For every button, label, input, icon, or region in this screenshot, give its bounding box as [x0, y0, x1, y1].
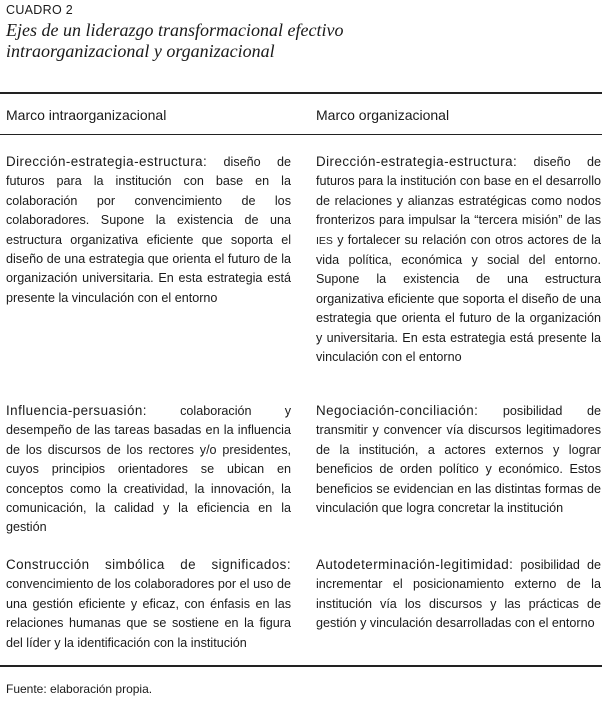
- table-cell-row2-right: [316, 401, 601, 518]
- table-cell-row3-left: [6, 555, 291, 653]
- table-bottom-rule: [0, 665, 602, 667]
- cell-term: Dirección-estrategia-estructura:: [6, 154, 208, 169]
- source-note: [6, 682, 152, 696]
- cell-term: Influencia-persuasión:: [6, 403, 147, 418]
- cell-text: diseño de futuros para la institución con base en el desarrollo de relaciones y alianzas estratégicas como nodos fronterizos para impulsar la “tercera misión” de las: [316, 155, 601, 228]
- cell-term: Dirección-estrategia-estructura:: [316, 154, 518, 169]
- source-text: elaboración propia.: [46, 682, 153, 696]
- cell-text: colaboración y desempeño de las tareas basadas en la influencia de los discursos de los rectores y/o presidentes, cuyos principios orientadores se ubican en conceptos como la creatividad, la innovación, la comunicación, la calidad y la eficiencia en la gestión: [6, 404, 291, 535]
- cell-term: Autodeterminación-legitimidad:: [316, 557, 514, 572]
- cell-text: posibilidad de incrementar el posicionamiento externo de la institución vía los discursos y las prácticas de gestión y vinculación desarrolladas con el entorno: [316, 558, 601, 631]
- table-top-rule: [0, 92, 602, 94]
- table-cell-row1-left: [6, 152, 291, 308]
- cell-text: diseño de futuros para la institución con base en la colaboración por convencimiento de los colaboradores. Supone la existencia de una estructura organizativa eficiente que soporta el diseño de una estrategia que orienta el futuro de la organización universitaria. En esta estrategia está presente la vinculación con el entorno: [6, 155, 291, 305]
- table-title-line-1: Ejes de un liderazgo transformacional efectivo: [6, 20, 344, 40]
- cell-text: y fortalecer su relación con otros actores de la vida política, económica y social del entorno. Supone la existencia de una estructura organizativa eficiente que soporta el diseño de una estrategia que orienta el futuro de la organización y universitaria. En esta estrategia está presente la vinculación con el entorno: [316, 232, 601, 365]
- source-label: Fuente:: [6, 682, 47, 696]
- cell-text: posibilidad de transmitir y convencer vía discursos legitimadores de la institución, a actores externos y lograr beneficios de orden político y económico. Estos beneficios se evidencian en las distintas formas de vinculación que logra concretar la institución: [316, 404, 601, 516]
- table-cell-row3-right: [316, 555, 601, 634]
- cell-text: convencimiento de los colaboradores por el uso de una gestión eficiente y eficaz, con énfasis en las relaciones humanas que se sostiene en la figura del líder y la identificación con la institución: [6, 577, 291, 650]
- cell-abbreviation: IES: [316, 234, 333, 247]
- cell-term: Construcción simbólica de significados:: [6, 557, 291, 572]
- table-header-rule: [0, 134, 602, 135]
- table-cell-row1-right: [316, 152, 601, 367]
- column-header-organizacional: Marco organizacional: [316, 107, 450, 123]
- table-cell-row2-left: [6, 401, 291, 538]
- cell-term: Negociación-conciliación:: [316, 403, 479, 418]
- table-title-line-2: intraorganizacional y organizacional: [6, 41, 275, 61]
- column-header-intraorganizacional: Marco intraorganizacional: [6, 107, 167, 123]
- table-label: CUADRO 2: [6, 3, 73, 17]
- table-title: [6, 20, 596, 62]
